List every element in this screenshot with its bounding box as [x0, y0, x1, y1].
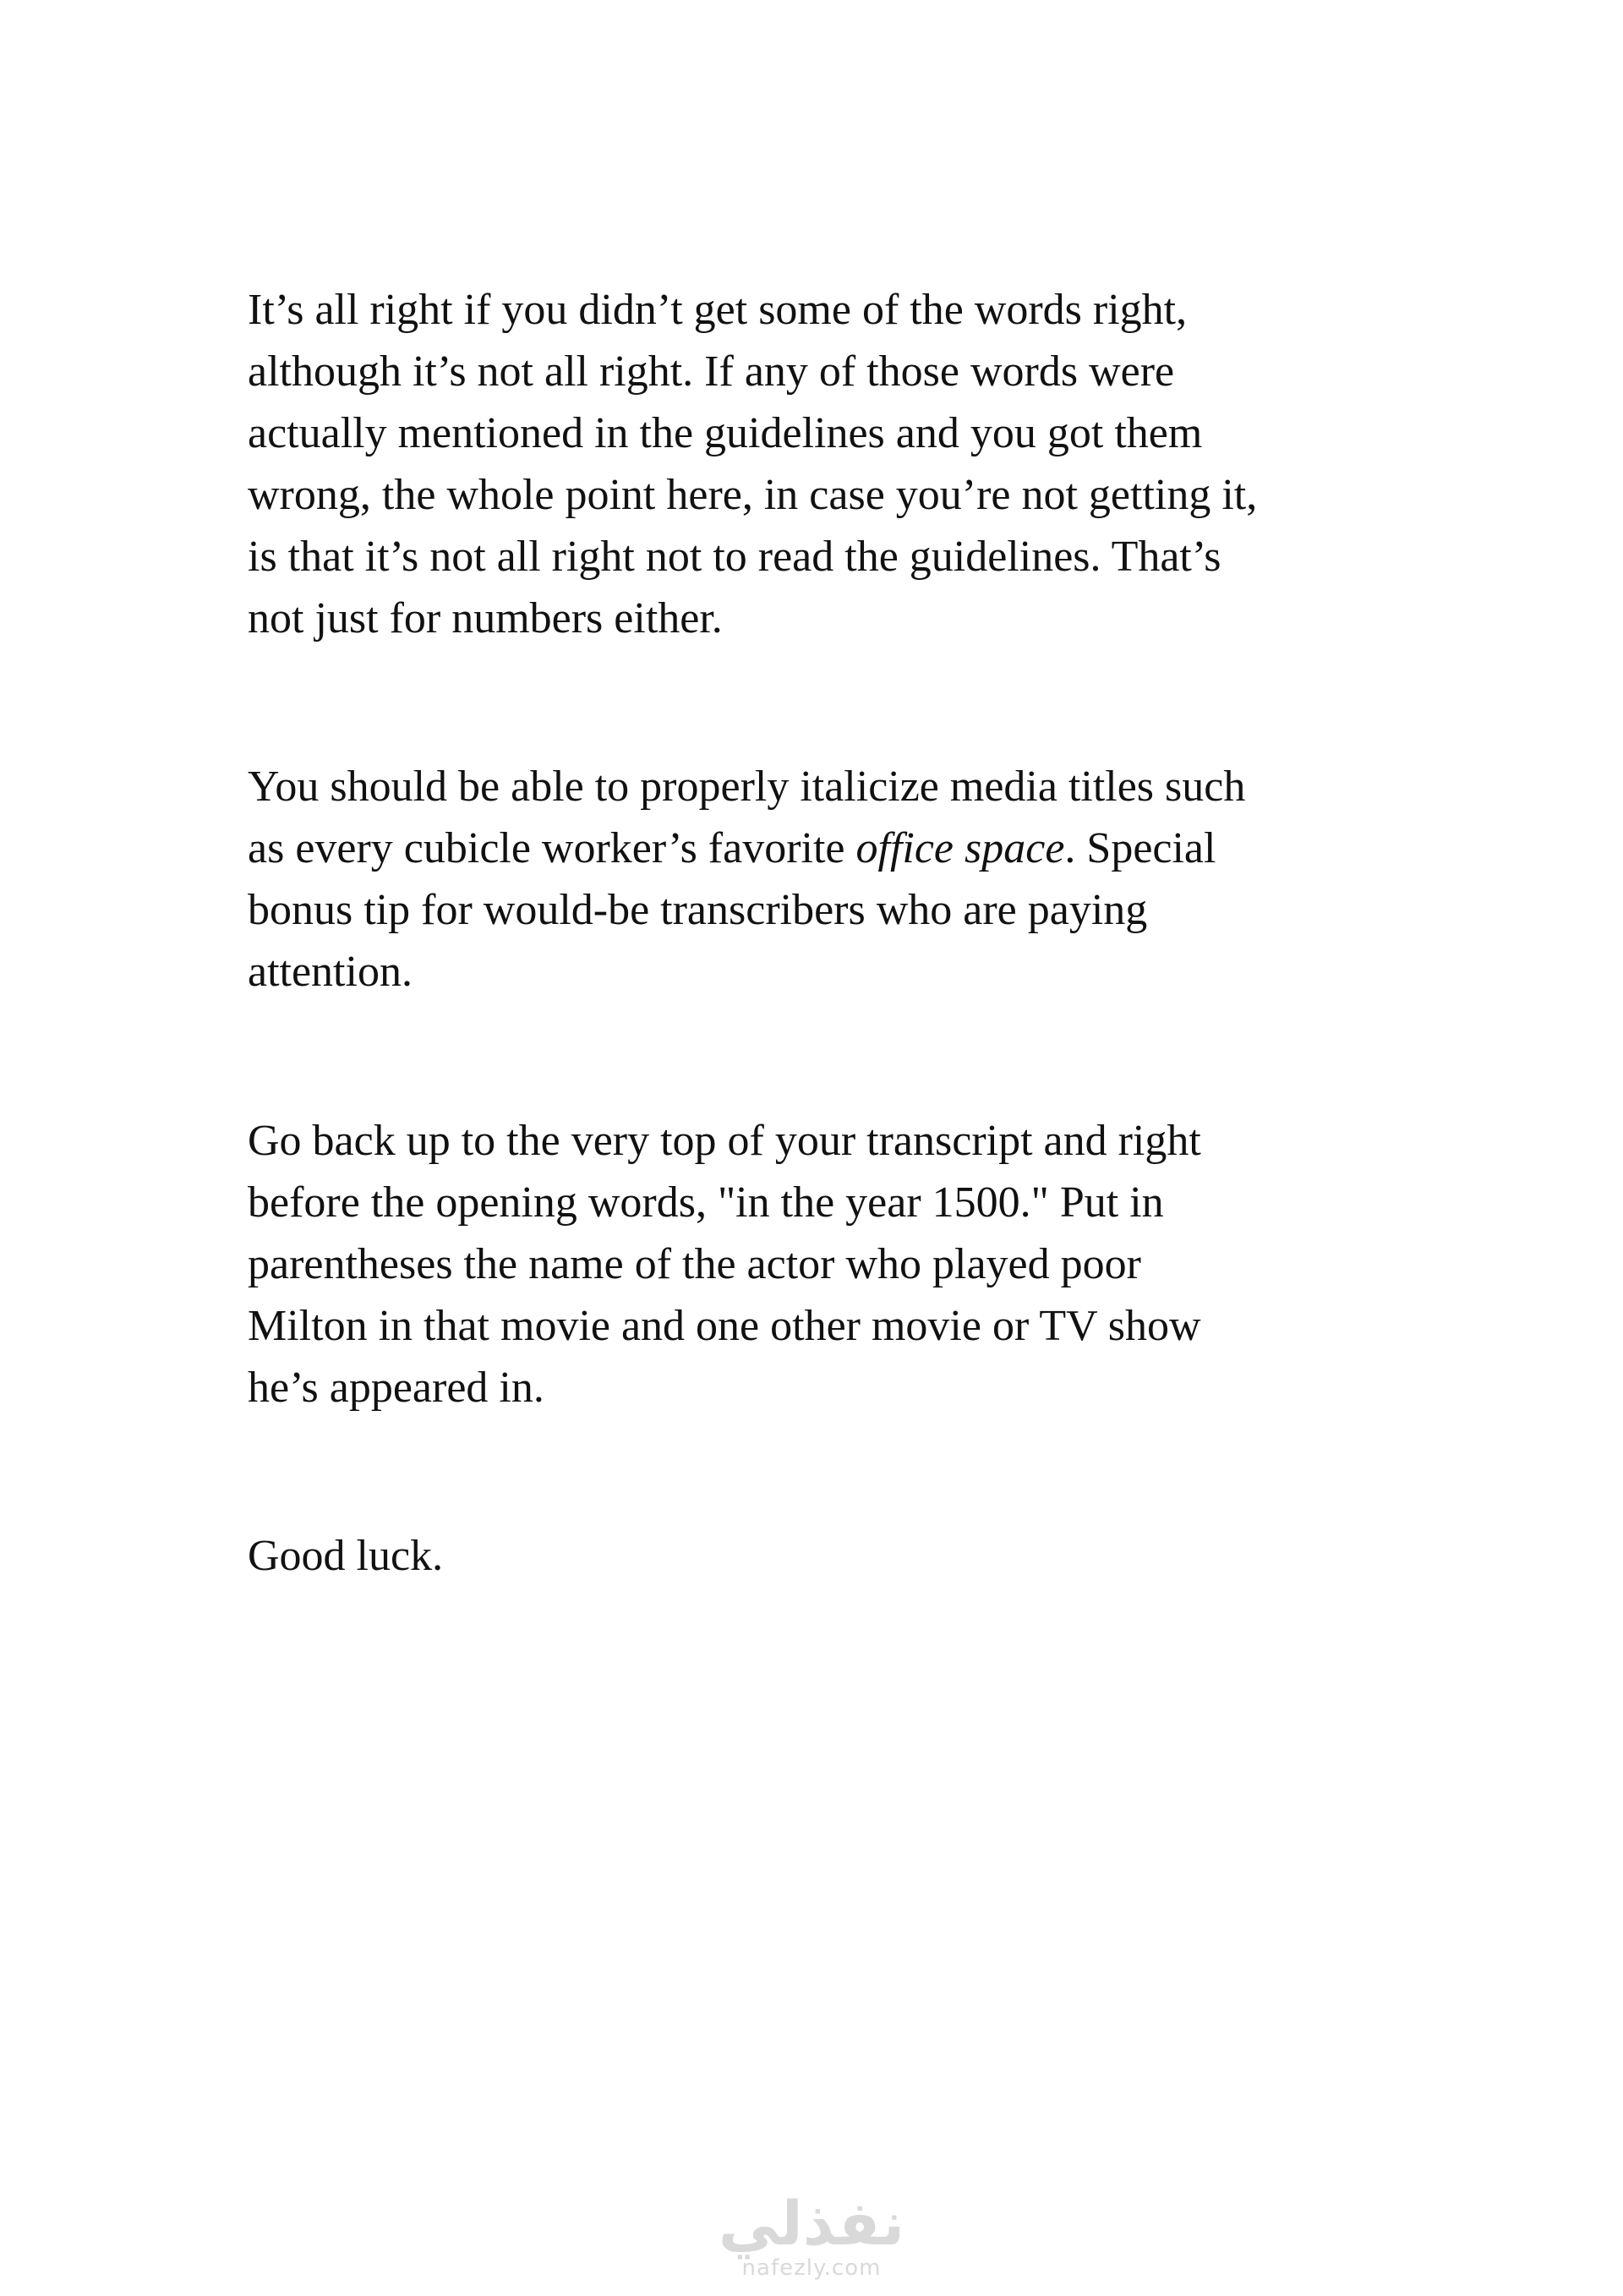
- paragraph-guidelines-warning: It’s all right if you didn’t get some of the words right, although it’s not all right. If any of those words were actually mentioned in the guidelines and you got them wrong, the whole point here, in case you’re not getting it, is that it’s not all right not to read the guidelines. That’s not just for numbers either.: [248, 286, 1258, 642]
- paragraph-italicize-titles-after: . Special bonus tip for would-be transcribers who are paying attention.: [248, 824, 1216, 996]
- paragraph-italicize-titles-before: You should be able to properly italicize media titles such as every cubicle worker’s favorite: [248, 763, 1246, 872]
- paragraph-italicize-titles: [248, 756, 1431, 1003]
- media-title-italic: office space: [855, 824, 1065, 872]
- watermark-arabic-logo: نفذلي: [718, 2188, 905, 2259]
- watermark-url: nafezly.com: [741, 2255, 882, 2281]
- nafezly-watermark: [710, 2188, 913, 2281]
- paragraph-transcript-instruction: Go back up to the very top of your transcript and right before the opening words, "in the year 1500." Put in parentheses the name of the actor who played poor Milton in that movie and one other movie or TV show he’s appeared in.: [248, 1117, 1201, 1412]
- paragraph-good-luck: Good luck.: [248, 1532, 444, 1580]
